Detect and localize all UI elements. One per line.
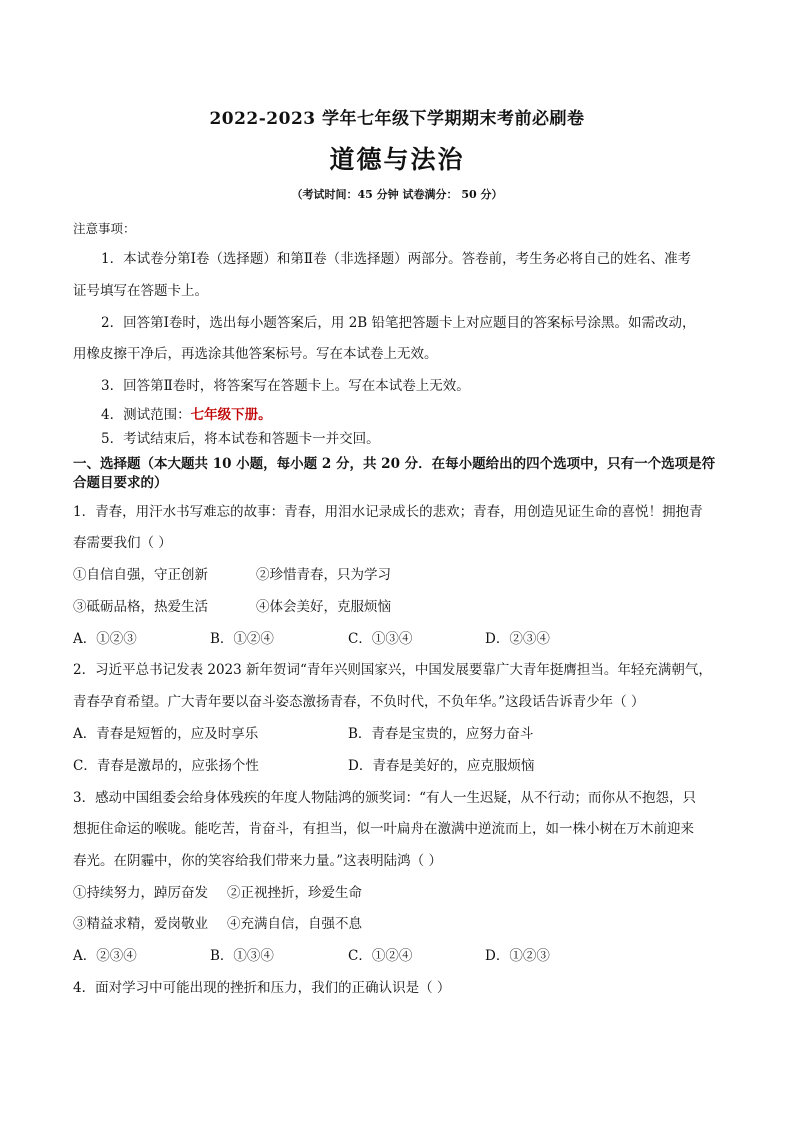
- q1-item-3: ③砥砺品格，热爱生活: [73, 599, 208, 615]
- note-4: [101, 406, 753, 424]
- q1-item-1: ①自信自强，守正创新: [73, 567, 208, 583]
- note-4-label: 4．测试范围：: [101, 407, 191, 423]
- section-1-heading-line-1: 一、选择题（本大题共 10 小题，每小题 2 分，共 20 分．在每小题给出的四个选项中，只有一个选项是符: [73, 456, 716, 472]
- q3-item-2: ②正视挫折，珍爱生命: [227, 885, 362, 901]
- q1-option-d: D．②③④: [485, 631, 550, 647]
- q2-stem-line-2: 青春孕育希望。广大青年要以奋斗姿态激扬青春，不负时代，不负年华。”这段话告诉青少年（ ）: [73, 694, 645, 710]
- q3-stem-line-2: 想扼住命运的喉咙。能吃苦，肯奋斗，有担当，似一叶扁舟在激满中逆流而上，如一株小树在万木前迎来: [73, 821, 694, 837]
- q3-option-a: A．②③④: [73, 948, 137, 964]
- q1-stem-line-1: 1．青春，用汗水书写难忘的故事：青春，用泪水记录成长的悲欢；青春，用创造见证生命的喜悦！拥抱青: [73, 504, 703, 520]
- note-1-line-2: 证号填写在答题卡上。: [73, 283, 208, 299]
- q1-item-4: ④体会美好，克服烦恼: [256, 599, 391, 615]
- note-5: 5．考试结束后，将本试卷和答题卡一并交回。: [101, 431, 380, 447]
- q3-option-b: B．①③④: [210, 948, 274, 964]
- subject-title: 道德与法治: [329, 145, 465, 174]
- note-2-line-1: 2．回答第Ⅰ卷时，选出每小题答案后，用 2B 铅笔把答题卡上对应题目的答案标号涂黑。如需改动，: [101, 315, 696, 331]
- q2-option-d: D．青春是美好的，应克服烦恼: [348, 758, 535, 774]
- section-1-heading-line-2: 合题目要求的）: [73, 475, 168, 491]
- q4-stem: 4．面对学习中可能出现的挫折和压力，我们的正确认识是（ ）: [73, 980, 451, 996]
- note-3: 3．回答第Ⅱ卷时，将答案写在答题卡上。写在本试卷上无效。: [101, 378, 470, 394]
- q3-option-d: D．①②③: [485, 948, 550, 964]
- q3-item-3: ③精益求精，爱岗敬业: [73, 916, 208, 932]
- q3-stem-line-1: 3．感动中国组委会给身体残疾的年度人物陆鸿的颁奖词：“有人一生迟疑，从不行动；而你从不抱怨，只: [73, 790, 696, 806]
- q1-option-a: A．①②③: [73, 631, 137, 647]
- notes-heading: 注意事项：: [73, 221, 136, 236]
- q3-option-c: C．①②④: [348, 948, 413, 964]
- note-2-line-2: 用橡皮擦干净后，再选涂其他答案标号。写在本试卷上无效。: [73, 346, 438, 362]
- q3-stem-line-3: 春光。在阴霾中，你的笑容给我们带来力量。”这表明陆鸿（ ）: [73, 853, 442, 869]
- exam-info: （考试时间：45 分钟 试卷满分： 50 分）: [291, 188, 503, 201]
- note-1-line-1: 1．本试卷分第Ⅰ卷（选择题）和第Ⅱ卷（非选择题）两部分。答卷前，考生务必将自己的姓名、准考: [101, 251, 692, 267]
- test-scope: 七年级下册。: [190, 407, 272, 423]
- q2-option-a: A．青春是短暂的，应及时享乐: [73, 726, 259, 742]
- q2-stem-line-1: 2．习近平总书记发表 2023 新年贺词“青年兴则国家兴，中国发展要靠广大青年挺膺担当。年轻充满朝气，: [73, 662, 712, 678]
- exam-title: 2022-2023 学年七年级下学期期末考前必刷卷: [209, 109, 585, 129]
- q3-item-1: ①持续努力，踔厉奋发: [73, 885, 208, 901]
- q2-option-c: C．青春是激昂的，应张扬个性: [73, 758, 259, 774]
- q1-option-c: C．①③④: [348, 631, 413, 647]
- q1-stem-line-2: 春需要我们（ ）: [73, 535, 172, 551]
- q1-item-2: ②珍惜青春，只为学习: [256, 567, 391, 583]
- q3-item-4: ④充满自信，自强不息: [227, 916, 362, 932]
- q2-option-b: B．青春是宝贵的，应努力奋斗: [348, 726, 534, 742]
- q1-option-b: B．①②④: [210, 631, 274, 647]
